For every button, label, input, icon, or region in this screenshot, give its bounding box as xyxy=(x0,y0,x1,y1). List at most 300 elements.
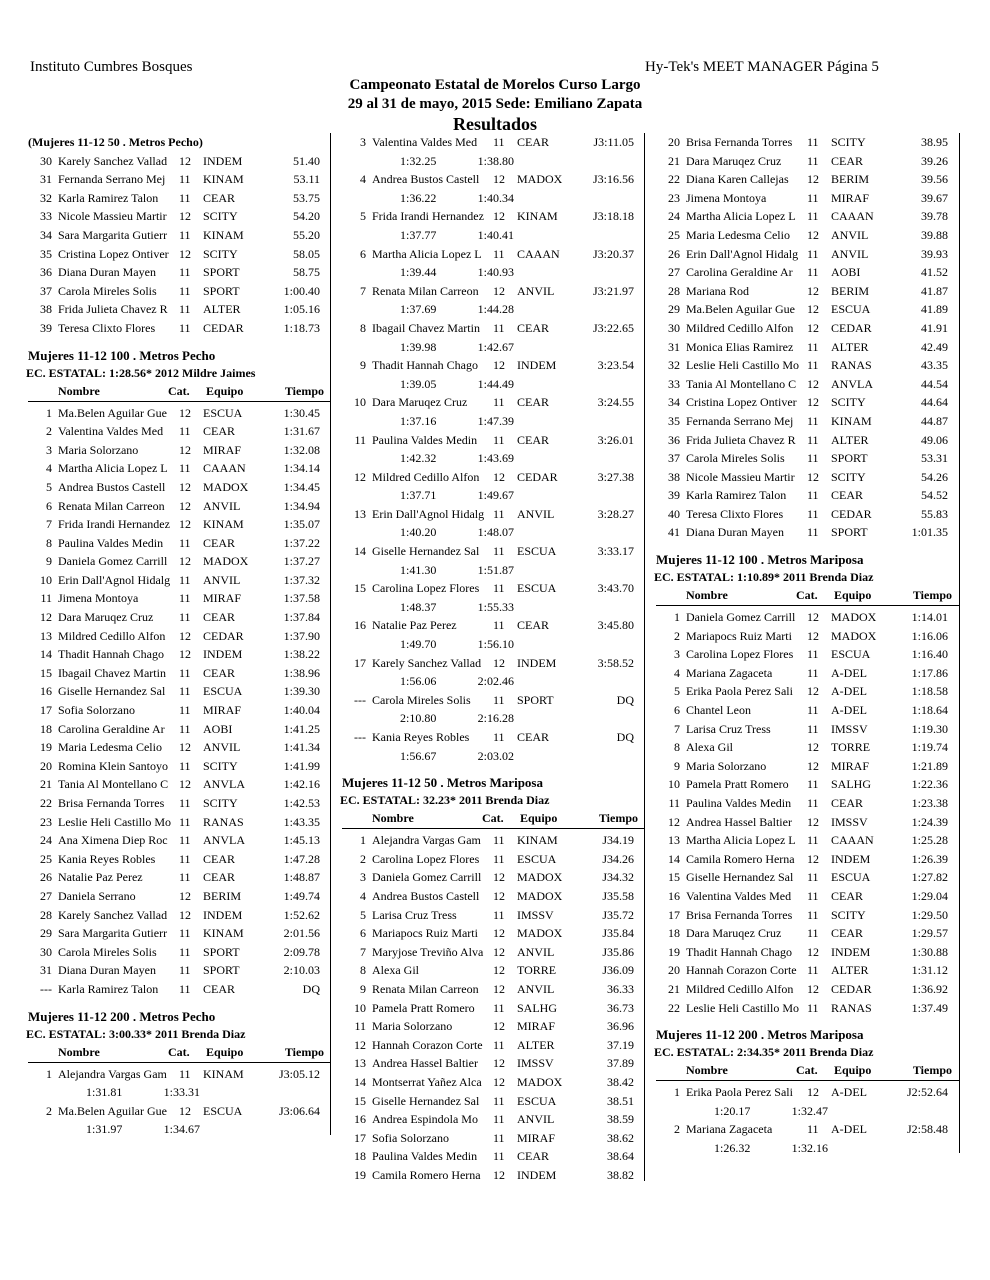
team-code: KINAM xyxy=(203,517,244,532)
result-row xyxy=(656,757,960,776)
team-code: CEAR xyxy=(203,665,236,680)
place: 37 xyxy=(40,283,52,298)
place: 19 xyxy=(354,1167,366,1182)
age-category: 11 xyxy=(493,395,505,410)
team-code: CEAR xyxy=(831,926,864,941)
swimmer-name: Frida Julieta Chavez R xyxy=(58,302,168,317)
place: 19 xyxy=(40,740,52,755)
result-row xyxy=(342,319,644,338)
age-category: 11 xyxy=(807,153,819,168)
place: 23 xyxy=(40,814,52,829)
team-code: KINAM xyxy=(203,926,244,941)
swimmer-name: Erika Paola Perez Sali xyxy=(686,1085,793,1100)
swimmer-name: Cristina Lopez Ontiver xyxy=(58,246,169,261)
team-code: INDEM xyxy=(203,153,243,168)
result-row xyxy=(656,682,960,701)
event-title: Mujeres 11-12 100 . Metros Pecho xyxy=(28,347,216,363)
team-code: RANAS xyxy=(203,814,244,829)
team-code: SCITY xyxy=(203,246,238,261)
place: 8 xyxy=(46,535,52,550)
final-time: J3:05.12 xyxy=(278,1066,320,1081)
split-time: 1:20.17 xyxy=(714,1103,751,1118)
final-time: 1:31.67 xyxy=(283,424,320,439)
team-code: RANAS xyxy=(831,358,872,373)
swimmer-name: Mildred Cedillo Alfon xyxy=(686,981,794,996)
place: 9 xyxy=(46,554,52,569)
place: 11 xyxy=(354,432,366,447)
final-time: 41.89 xyxy=(921,302,948,317)
place: 9 xyxy=(674,758,680,773)
swimmer-name: Andrea Hassel Baltier xyxy=(372,1056,478,1071)
result-row xyxy=(28,300,330,319)
team-code: IMSSV xyxy=(831,814,868,829)
team-code: ESCUA xyxy=(203,405,243,420)
age-category: 12 xyxy=(493,209,505,224)
result-row xyxy=(28,319,330,338)
swimmer-name: Thadit Hannah Chago xyxy=(686,944,792,959)
result-row xyxy=(656,319,960,338)
final-time: 39.67 xyxy=(921,190,948,205)
place: 36 xyxy=(668,432,680,447)
age-category: 11 xyxy=(179,265,191,280)
age-category: 11 xyxy=(807,246,819,261)
result-row xyxy=(656,431,960,450)
result-row xyxy=(342,1110,644,1129)
place: 8 xyxy=(674,740,680,755)
swimmer-name: Thadit Hannah Chago xyxy=(372,358,478,373)
result-row xyxy=(342,356,644,375)
swimmer-name: Pamela Pratt Romero xyxy=(372,1000,475,1015)
swimmer-name: Fernanda Serrano Mej xyxy=(58,172,166,187)
place: 28 xyxy=(668,283,680,298)
result-row xyxy=(28,720,330,739)
result-row xyxy=(28,850,330,869)
header-left: Instituto Cumbres Bosques xyxy=(30,59,193,75)
swimmer-name: Carola Mireles Solis xyxy=(58,283,157,298)
place: 11 xyxy=(40,591,52,606)
swimmer-name: Sofia Solorzano xyxy=(58,703,135,718)
final-time: 38.64 xyxy=(607,1149,634,1164)
final-time: DQ xyxy=(616,692,634,707)
team-code: CAAAN xyxy=(203,461,246,476)
age-category: 12 xyxy=(807,851,819,866)
event-continuation-title: (Mujeres 11-12 50 . Metros Pecho) xyxy=(28,135,203,149)
team-code: ANVIL xyxy=(831,246,869,261)
split-times-row xyxy=(656,1139,960,1158)
final-time: 1:38.22 xyxy=(283,647,320,662)
age-category: 11 xyxy=(179,591,191,606)
team-code: KINAM xyxy=(203,1066,244,1081)
place: 3 xyxy=(46,442,52,457)
result-row xyxy=(342,1036,644,1055)
column-divider xyxy=(959,133,960,1153)
team-code: ESCUA xyxy=(517,1093,557,1108)
final-time: 55.83 xyxy=(921,506,948,521)
place: 22 xyxy=(668,1000,680,1015)
age-category: 11 xyxy=(807,796,819,810)
result-row xyxy=(656,226,960,245)
place: 30 xyxy=(668,320,680,335)
final-time: 54.52 xyxy=(921,488,948,503)
place: 14 xyxy=(668,851,680,866)
team-code: CEDAR xyxy=(517,469,558,484)
age-category: 12 xyxy=(179,209,191,224)
swimmer-name: Ma.Belen Aguilar Gue xyxy=(58,1103,167,1118)
split-time: 1:51.87 xyxy=(477,562,514,577)
result-row xyxy=(656,393,960,412)
team-code: ESCUA xyxy=(517,544,557,559)
result-row xyxy=(656,701,960,720)
result-row xyxy=(342,906,644,925)
team-code: CEAR xyxy=(203,610,236,625)
age-category: 11 xyxy=(179,535,191,550)
age-category: 11 xyxy=(807,506,819,521)
swimmer-name: Erika Paola Perez Sali xyxy=(686,684,793,699)
final-time: 3:45.80 xyxy=(597,618,634,633)
final-time: 39.88 xyxy=(921,227,948,242)
final-time: 44.54 xyxy=(921,376,948,391)
age-category: 11 xyxy=(179,851,191,866)
team-code: MIRAF xyxy=(517,1019,556,1034)
team-code: SPORT xyxy=(203,283,240,298)
age-category: 12 xyxy=(493,888,505,903)
final-time: 3:27.38 xyxy=(597,469,634,484)
team-code: ALTER xyxy=(831,432,869,447)
swimmer-name: Karla Ramirez Talon xyxy=(686,488,787,503)
split-time: 1:41.30 xyxy=(400,562,437,577)
result-row xyxy=(656,412,960,431)
final-time: J3:06.64 xyxy=(278,1103,320,1118)
swimmer-name: Frida Julieta Chavez R xyxy=(686,432,796,447)
age-category: 12 xyxy=(807,944,819,959)
place: 12 xyxy=(40,610,52,625)
place: 27 xyxy=(668,265,680,280)
final-time: J36.09 xyxy=(602,963,634,978)
place: 26 xyxy=(40,870,52,885)
result-row xyxy=(342,133,644,152)
place: 2 xyxy=(360,851,366,866)
column-header-row xyxy=(342,809,644,829)
result-row xyxy=(28,701,330,720)
team-code: CEAR xyxy=(203,535,236,550)
result-row xyxy=(656,375,960,394)
age-category: 11 xyxy=(493,833,505,848)
result-row xyxy=(28,682,330,701)
final-time: 1:30.45 xyxy=(283,405,320,420)
result-row xyxy=(28,813,330,832)
result-row xyxy=(342,468,644,487)
split-times-row xyxy=(342,561,644,580)
team-code: ANVIL xyxy=(831,227,869,242)
age-category: 11 xyxy=(493,506,505,521)
age-category: 12 xyxy=(807,684,819,699)
age-category: 12 xyxy=(179,498,191,513)
place: 8 xyxy=(360,963,366,978)
swimmer-name: Leslie Heli Castillo Mo xyxy=(686,1000,799,1015)
age-category: 12 xyxy=(493,358,505,373)
age-category: 12 xyxy=(493,283,505,298)
result-row xyxy=(28,571,330,590)
age-category: 12 xyxy=(807,283,819,298)
age-category: 11 xyxy=(807,525,819,540)
split-time: 1:56.67 xyxy=(400,748,437,763)
team-code: MADOX xyxy=(831,610,877,625)
place: 18 xyxy=(40,721,52,736)
header-name: Nombre xyxy=(686,1063,728,1078)
result-row xyxy=(28,152,330,171)
place: 17 xyxy=(354,655,366,670)
swimmer-name: Mariana Rod xyxy=(686,283,749,298)
result-row xyxy=(28,478,330,497)
swimmer-name: Mariapocs Ruiz Marti xyxy=(372,926,478,941)
team-code: SPORT xyxy=(517,692,554,707)
result-row xyxy=(342,1092,644,1111)
result-row xyxy=(342,868,644,887)
result-row xyxy=(656,1120,960,1139)
swimmer-name: Nicole Massieu Martir xyxy=(686,469,795,484)
age-category: 11 xyxy=(493,730,505,744)
team-code: SALHG xyxy=(831,777,872,792)
result-row xyxy=(28,534,330,553)
result-row xyxy=(656,664,960,683)
age-category: 12 xyxy=(807,740,819,755)
swimmer-name: Ma.Belen Aguilar Gue xyxy=(58,405,167,420)
age-category: 12 xyxy=(807,814,819,829)
final-time: J3:22.65 xyxy=(592,320,634,335)
split-time: 1:36.22 xyxy=(400,190,437,205)
place: 12 xyxy=(354,1037,366,1052)
team-code: MADOX xyxy=(203,479,249,494)
column-header-row xyxy=(656,586,960,606)
header-name: Nombre xyxy=(58,1044,100,1059)
team-code: MADOX xyxy=(517,888,563,903)
age-category: 11 xyxy=(807,907,819,922)
result-row xyxy=(28,552,330,571)
age-category: 11 xyxy=(179,283,191,298)
result-row xyxy=(28,608,330,627)
split-time: 1:39.98 xyxy=(400,339,437,354)
swimmer-name: Mariana Zagaceta xyxy=(686,665,773,680)
result-row xyxy=(656,245,960,264)
final-time: 1:49.74 xyxy=(283,888,320,903)
final-time: 1:14.01 xyxy=(911,610,948,625)
age-category: 12 xyxy=(179,777,191,792)
team-code: ESCUA xyxy=(831,302,871,317)
place: 10 xyxy=(40,572,52,587)
result-row xyxy=(656,831,960,850)
place: 21 xyxy=(40,777,52,792)
swimmer-name: Maria Solorzano xyxy=(686,758,767,773)
result-row xyxy=(656,608,960,627)
place: 6 xyxy=(360,926,366,941)
team-code: MIRAF xyxy=(203,591,242,606)
team-code: ANVIL xyxy=(203,572,241,587)
swimmer-name: Alejandra Vargas Gam xyxy=(372,833,481,848)
place: 30 xyxy=(40,153,52,168)
place: --- xyxy=(40,981,52,996)
team-code: CEAR xyxy=(517,135,550,149)
final-time: 1:01.35 xyxy=(911,525,948,540)
team-code: KINAM xyxy=(203,227,244,242)
final-time: 1:19.30 xyxy=(911,721,948,736)
final-time: 1:41.34 xyxy=(283,740,320,755)
swimmer-name: Chantel Leon xyxy=(686,703,751,718)
place: 5 xyxy=(46,479,52,494)
place: 4 xyxy=(360,888,366,903)
swimmer-name: Paulina Valdes Medin xyxy=(58,535,164,550)
place: 39 xyxy=(668,488,680,503)
split-times-row xyxy=(342,300,644,319)
swimmer-name: Andrea Bustos Castell xyxy=(372,888,480,903)
place: 12 xyxy=(668,814,680,829)
swimmer-name: Maria Solorzano xyxy=(58,442,139,457)
result-row xyxy=(342,850,644,869)
team-code: CEAR xyxy=(517,395,550,410)
result-row xyxy=(28,906,330,925)
final-time: J2:58.48 xyxy=(906,1122,948,1137)
place: 32 xyxy=(40,190,52,205)
team-code: SCITY xyxy=(831,907,866,922)
age-category: 11 xyxy=(179,461,191,476)
split-time: 1:44.49 xyxy=(477,376,514,391)
header-team: Equipo xyxy=(834,588,872,603)
team-code: BERIM xyxy=(203,888,242,903)
swimmer-name: Mildred Cedillo Alfon xyxy=(58,628,166,643)
result-row xyxy=(656,133,960,152)
age-category: 12 xyxy=(493,172,505,187)
age-category: 11 xyxy=(493,432,505,447)
team-code: ANVIL xyxy=(203,498,241,513)
result-row xyxy=(656,486,960,505)
final-time: 53.11 xyxy=(293,172,320,187)
split-time: 1:32.16 xyxy=(791,1140,828,1155)
result-row xyxy=(28,794,330,813)
swimmer-name: Tania Al Montellano C xyxy=(58,777,169,792)
place: 30 xyxy=(40,944,52,959)
swimmer-name: Daniela Gomez Carrill xyxy=(372,870,482,885)
result-row xyxy=(28,980,330,999)
place: 5 xyxy=(674,684,680,699)
final-time: 1:34.45 xyxy=(283,479,320,494)
place: 32 xyxy=(668,358,680,373)
age-category: 11 xyxy=(179,684,191,699)
swimmer-name: Kania Reyes Robles xyxy=(372,730,470,744)
age-category: 11 xyxy=(807,721,819,736)
split-time: 1:43.69 xyxy=(477,451,514,466)
team-code: CEAR xyxy=(517,1149,550,1164)
place: 20 xyxy=(668,135,680,149)
team-code: CEAR xyxy=(203,851,236,866)
result-row xyxy=(342,505,644,524)
place: 1 xyxy=(360,833,366,848)
team-code: CEAR xyxy=(517,730,550,744)
swimmer-name: Brisa Fernanda Torres xyxy=(686,907,793,922)
age-category: 11 xyxy=(807,1122,819,1137)
meet-subtitle: 29 al 31 de mayo, 2015 Sede: Emiliano Zapata xyxy=(347,96,643,112)
final-time: 1:34.14 xyxy=(283,461,320,476)
age-category: 12 xyxy=(179,405,191,420)
team-code: SPORT xyxy=(203,265,240,280)
place: 5 xyxy=(360,907,366,922)
place: 33 xyxy=(668,376,680,391)
split-time: 2:16.28 xyxy=(477,711,514,726)
place: 33 xyxy=(40,209,52,224)
place: 16 xyxy=(40,684,52,699)
swimmer-name: Renata Milan Carreon xyxy=(58,498,165,513)
final-time: 1:40.04 xyxy=(283,703,320,718)
team-code: CEAR xyxy=(203,981,236,996)
final-time: 1:16.06 xyxy=(911,628,948,643)
header-time: Tiempo xyxy=(284,1044,324,1059)
result-row xyxy=(342,961,644,980)
place: 16 xyxy=(668,888,680,903)
result-row xyxy=(342,728,644,747)
team-code: MIRAF xyxy=(517,1130,556,1145)
team-code: INDEM xyxy=(517,655,557,670)
result-row xyxy=(342,1017,644,1036)
final-time: J35.58 xyxy=(602,888,634,903)
age-category: 12 xyxy=(807,320,819,335)
team-code: MIRAF xyxy=(831,190,870,205)
age-category: 11 xyxy=(807,963,819,978)
split-times-row xyxy=(342,635,644,654)
swimmer-name: Dara Maruqez Cruz xyxy=(58,610,154,625)
team-code: BERIM xyxy=(831,283,870,298)
team-code: CEAR xyxy=(203,190,236,205)
split-time: 1:48.07 xyxy=(477,525,514,540)
split-time: 1:37.16 xyxy=(400,413,437,428)
final-time: 3:43.70 xyxy=(597,581,634,596)
place: 6 xyxy=(674,703,680,718)
age-category: 12 xyxy=(179,647,191,662)
final-time: 54.26 xyxy=(921,469,948,484)
result-row xyxy=(656,980,960,999)
swimmer-name: Valentina Valdes Med xyxy=(686,888,792,903)
swimmer-name: Teresa Clixto Flores xyxy=(686,506,784,521)
place: 6 xyxy=(360,246,366,261)
final-time: 1:29.04 xyxy=(911,888,948,903)
age-category: 11 xyxy=(493,320,505,335)
place: 11 xyxy=(668,796,680,810)
team-code: ANVLA xyxy=(203,833,245,848)
final-time: 1:26.39 xyxy=(911,851,948,866)
place: 5 xyxy=(360,209,366,224)
split-time: 1:47.39 xyxy=(477,413,514,428)
result-row xyxy=(656,720,960,739)
split-time: 1:37.69 xyxy=(400,302,437,317)
team-code: ANVIL xyxy=(517,506,555,521)
final-time: 1:17.86 xyxy=(911,665,948,680)
split-time: 2:02.46 xyxy=(477,674,514,689)
result-row xyxy=(656,1083,960,1102)
age-category: 11 xyxy=(179,814,191,829)
final-time: 1:29.50 xyxy=(911,907,948,922)
age-category: 12 xyxy=(493,963,505,978)
split-time: 1:38.80 xyxy=(477,153,514,168)
header-name: Nombre xyxy=(686,588,728,603)
final-time: 1:42.16 xyxy=(283,777,320,792)
team-code: IMSSV xyxy=(831,721,868,736)
swimmer-name: Natalie Paz Perez xyxy=(58,870,143,885)
place: 9 xyxy=(360,358,366,373)
split-time: 1:40.93 xyxy=(477,265,514,280)
final-time: 39.93 xyxy=(921,246,948,261)
team-code: SCITY xyxy=(831,469,866,484)
place: 16 xyxy=(354,1112,366,1127)
age-category: 11 xyxy=(179,981,191,996)
final-time: 39.78 xyxy=(921,209,948,224)
final-time: 43.35 xyxy=(921,358,948,373)
